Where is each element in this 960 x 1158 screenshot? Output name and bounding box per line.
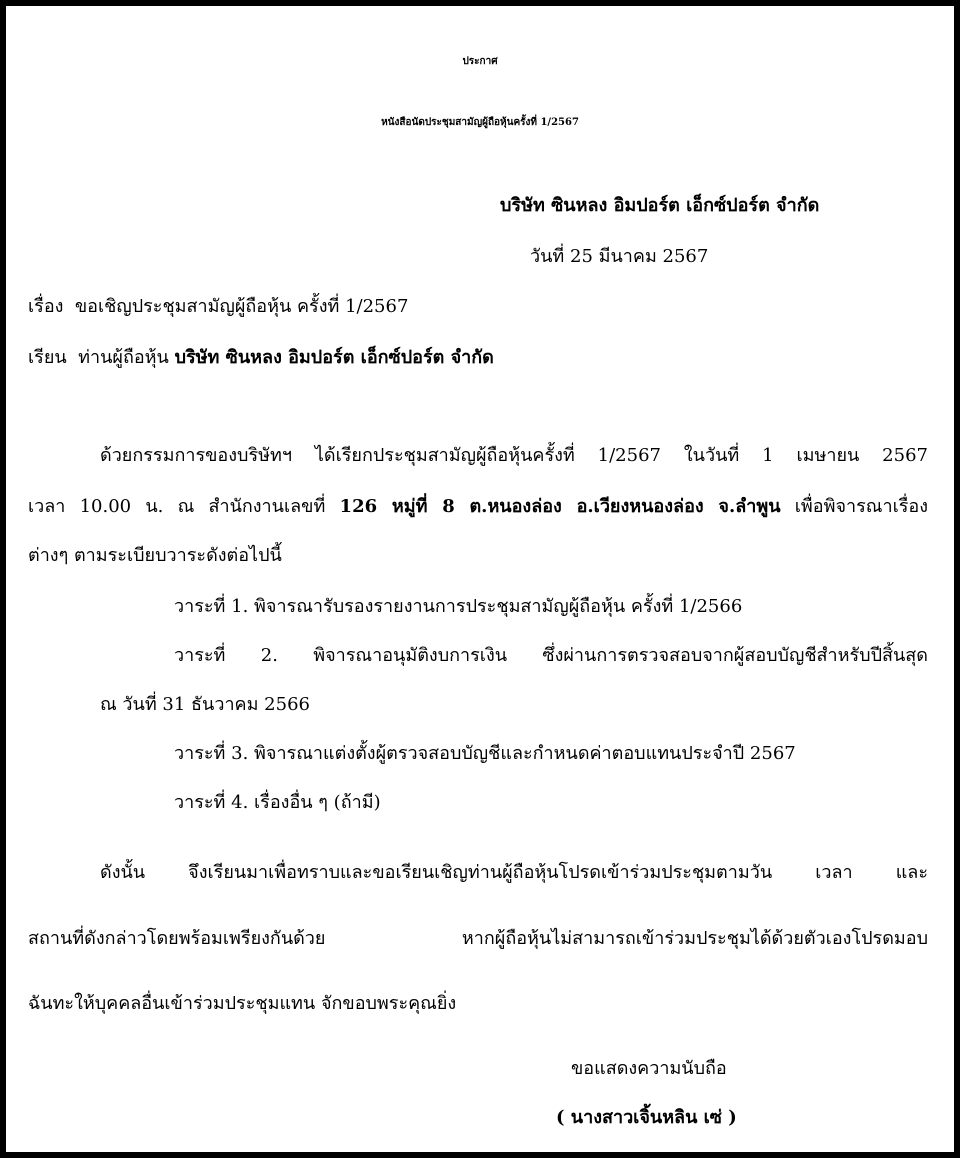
company-name: บริษัท ซินหลง อิมปอร์ต เอ็กซ์ปอร์ต จำกัด (500, 195, 820, 216)
intro-line-2-post: เพื่อพิจารณาเรื่อง (794, 496, 929, 517)
agenda-item-3: วาระที่ 3. พิจารณาแต่งตั้งผู้ตรวจสอบบัญชีและกำหนดค่าตอบแทนประจำปี 2567 (174, 743, 796, 764)
document-date: วันที่ 25 มีนาคม 2567 (530, 246, 709, 267)
recipient-company: บริษัท ซินหลง อิมปอร์ต เอ็กซ์ปอร์ต จำกัด (174, 347, 494, 368)
meeting-address: 126 หมู่ที่ 8 ต.หนองล่อง อ.เวียงหนองล่อง จ.ลำพูน (339, 496, 781, 517)
recipient-text: ท่านผู้ถือหุ้น (78, 347, 169, 368)
intro-line-1: ด้วยกรรมการของบริษัทฯ ได้เรียกประชุมสามัญผู้ถือหุ้นครั้งที่ 1/2567 ในวันที่ 1 เมษายน 2567 (100, 445, 928, 466)
agenda-item-2-continued: ณ วันที่ 31 ธันวาคม 2566 (100, 694, 310, 715)
intro-line-2-pre: เวลา 10.00 น. ณ สำนักงานเลขที่ (28, 496, 326, 517)
agenda-item-1: วาระที่ 1. พิจารณารับรองรายงานการประชุมสามัญผู้ถือหุ้น ครั้งที่ 1/2566 (174, 596, 743, 617)
subject-line (28, 295, 408, 319)
signature-name: ( นางสาวเจิ้นหลิน เซ่ ) (556, 1107, 737, 1128)
signature-regards: ขอแสดงความนับถือ (571, 1058, 727, 1079)
recipient-label: เรียน (28, 347, 67, 368)
closing-line-3: ฉันทะให้บุคคลอื่นเข้าร่วมประชุมแทน จักขอบพระคุณยิ่ง (28, 993, 457, 1014)
subject-label: เรื่อง (28, 296, 64, 317)
subject-text: ขอเชิญประชุมสามัญผู้ถือหุ้น ครั้งที่ 1/2567 (74, 296, 409, 317)
document-subtitle: หนังสือนัดประชุมสามัญผู้ถือหุ้นครั้งที่ 1/2567 (381, 117, 579, 128)
intro-line-2 (28, 495, 928, 519)
agenda-item-2: วาระที่ 2. พิจารณาอนุมัติงบการเงิน ซึ่งผ่านการตรวจสอบจากผู้สอบบัญชีสำหรับปีสิ้นสุด (174, 645, 928, 666)
document-title: ประกาศ (462, 56, 498, 67)
agenda-item-4: วาระที่ 4. เรื่องอื่น ๆ (ถ้ามี) (174, 792, 381, 813)
intro-line-3: ต่างๆ ตามระเบียบวาระดังต่อไปนี้ (28, 545, 282, 566)
recipient-line (28, 346, 494, 370)
closing-line-1: ดังนั้น จึงเรียนมาเพื่อทราบและขอเรียนเชิญท่านผู้ถือหุ้นโปรดเข้าร่วมประชุมตามวัน เวลา และ (100, 862, 928, 883)
closing-line-2: สถานที่ดังกล่าวโดยพร้อมเพรียงกันด้วย หากผู้ถือหุ้นไม่สามารถเข้าร่วมประชุมได้ด้วยตัวเองโปรดมอบ (28, 928, 928, 949)
